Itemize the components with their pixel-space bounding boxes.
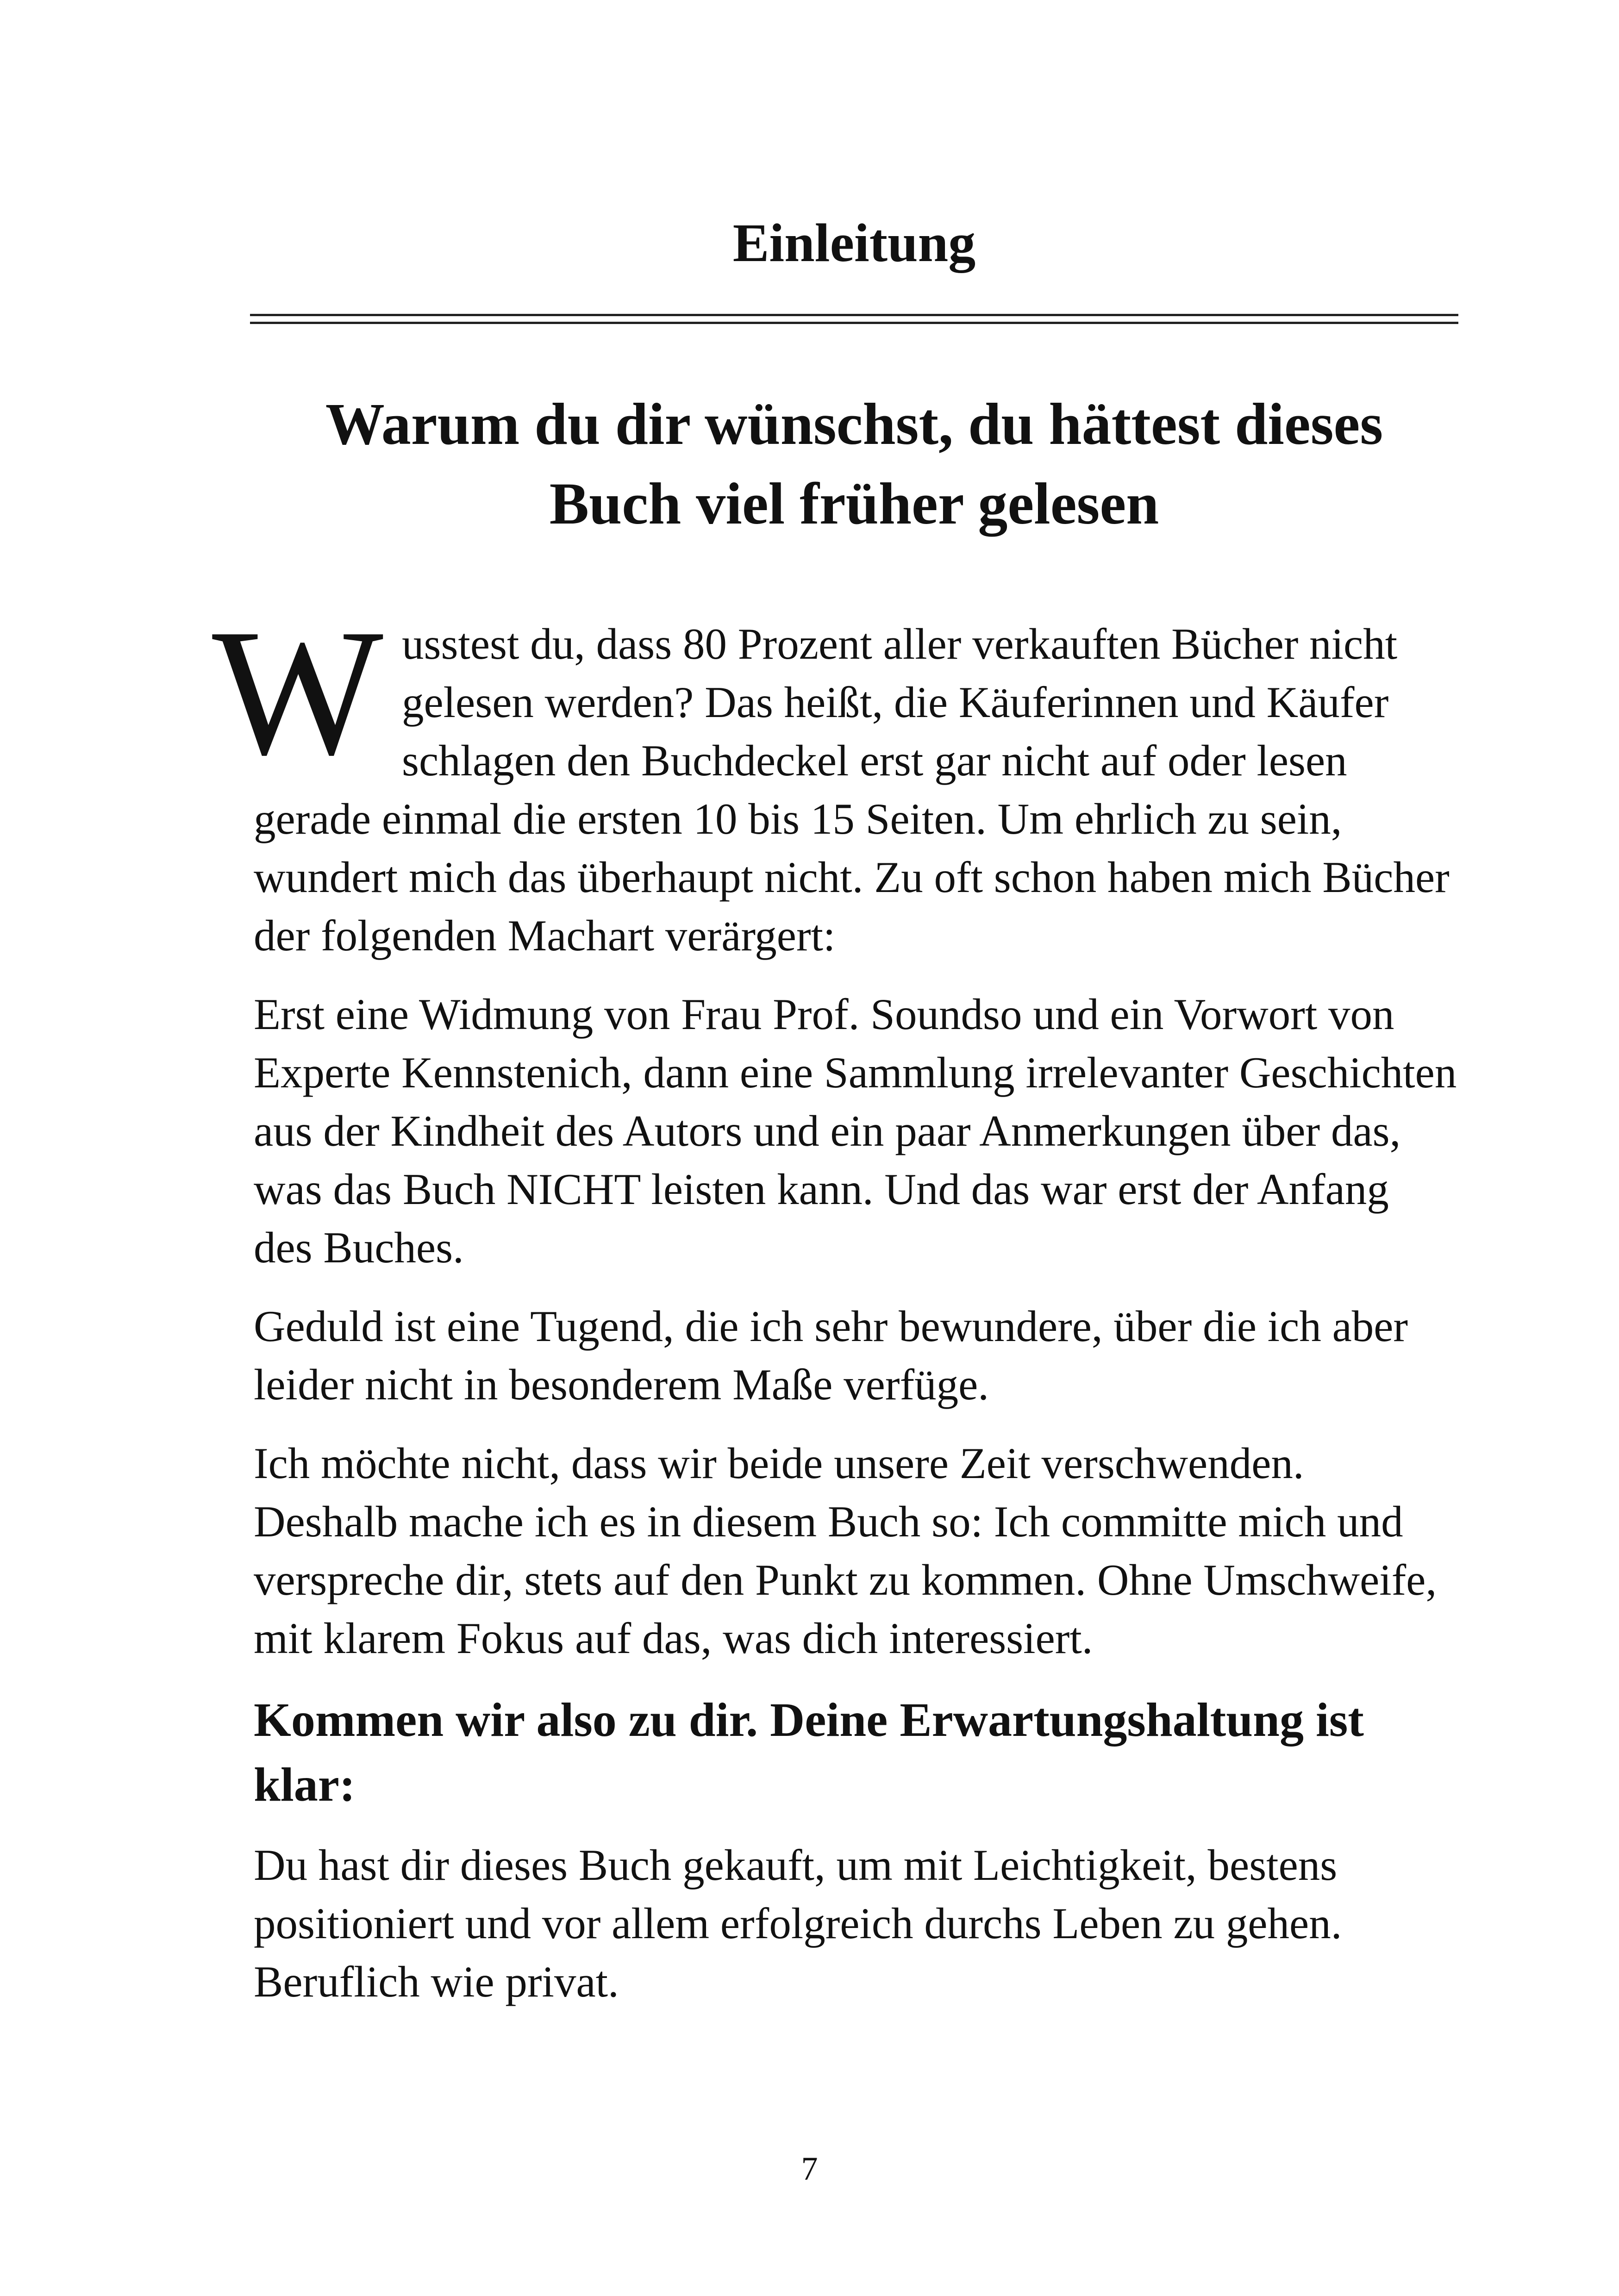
header-divider: [250, 314, 1458, 324]
body-text: [212, 592, 1457, 2031]
chapter-title-line-1: Warum du dir wünschst, du hättest dieses: [325, 391, 1383, 457]
paragraph-1-text: usstest du, dass 80 Prozent aller verkauften Bücher nicht gelesen werden? Das heißt, die Käuferinnen und Käufer schlagen den Buchdeckel erst gar nicht auf oder lesen gerade einmal die ersten 10 bis 15 Seiten. Um ehrlich zu sein, wundert mich das überhaupt nicht. Zu oft schon haben mich Bücher der folgenden Machart verärgert:: [254, 619, 1450, 960]
chapter-title-line-2: Buch viel früher gelesen: [549, 471, 1159, 537]
paragraph-5: Du hast dir dieses Buch gekauft, um mit Leichtigkeit, bestens positioniert und vor allem erfolgreich durchs Leben zu gehen. Beruflich wie privat.: [254, 1841, 1342, 2006]
paragraph-2: Erst eine Widmung von Frau Prof. Soundso und ein Vorwort von Experte Kennstenich, dann eine Sammlung irrelevanter Geschichten aus der Kindheit des Autors und ein paar Anmerkungen über das, was das Buch NICHT leisten kann. Und das war erst der Anfang des Buches.: [254, 990, 1457, 1272]
chapter-label: Einleitung: [732, 212, 976, 273]
section-subheading: Kommen wir also zu dir. Deine Erwartungshaltung ist klar:: [254, 1693, 1364, 1811]
page-number: 7: [801, 2150, 818, 2187]
paragraph-1: [212, 592, 1457, 965]
paragraph-3: Geduld ist eine Tugend, die ich sehr bewundere, über die ich aber leider nicht in besonderem Maße verfüge.: [254, 1302, 1408, 1409]
paragraph-4: Ich möchte nicht, dass wir beide unsere Zeit verschwenden. Deshalb mache ich es in diesem Buch so: Ich committe mich und verspreche dir, stets auf den Punkt zu kommen. Ohne Umschweife, mit klarem Fokus auf das, was dich interessiert.: [254, 1439, 1437, 1663]
chapter-title: [259, 384, 1449, 543]
drop-cap: W: [212, 592, 383, 792]
